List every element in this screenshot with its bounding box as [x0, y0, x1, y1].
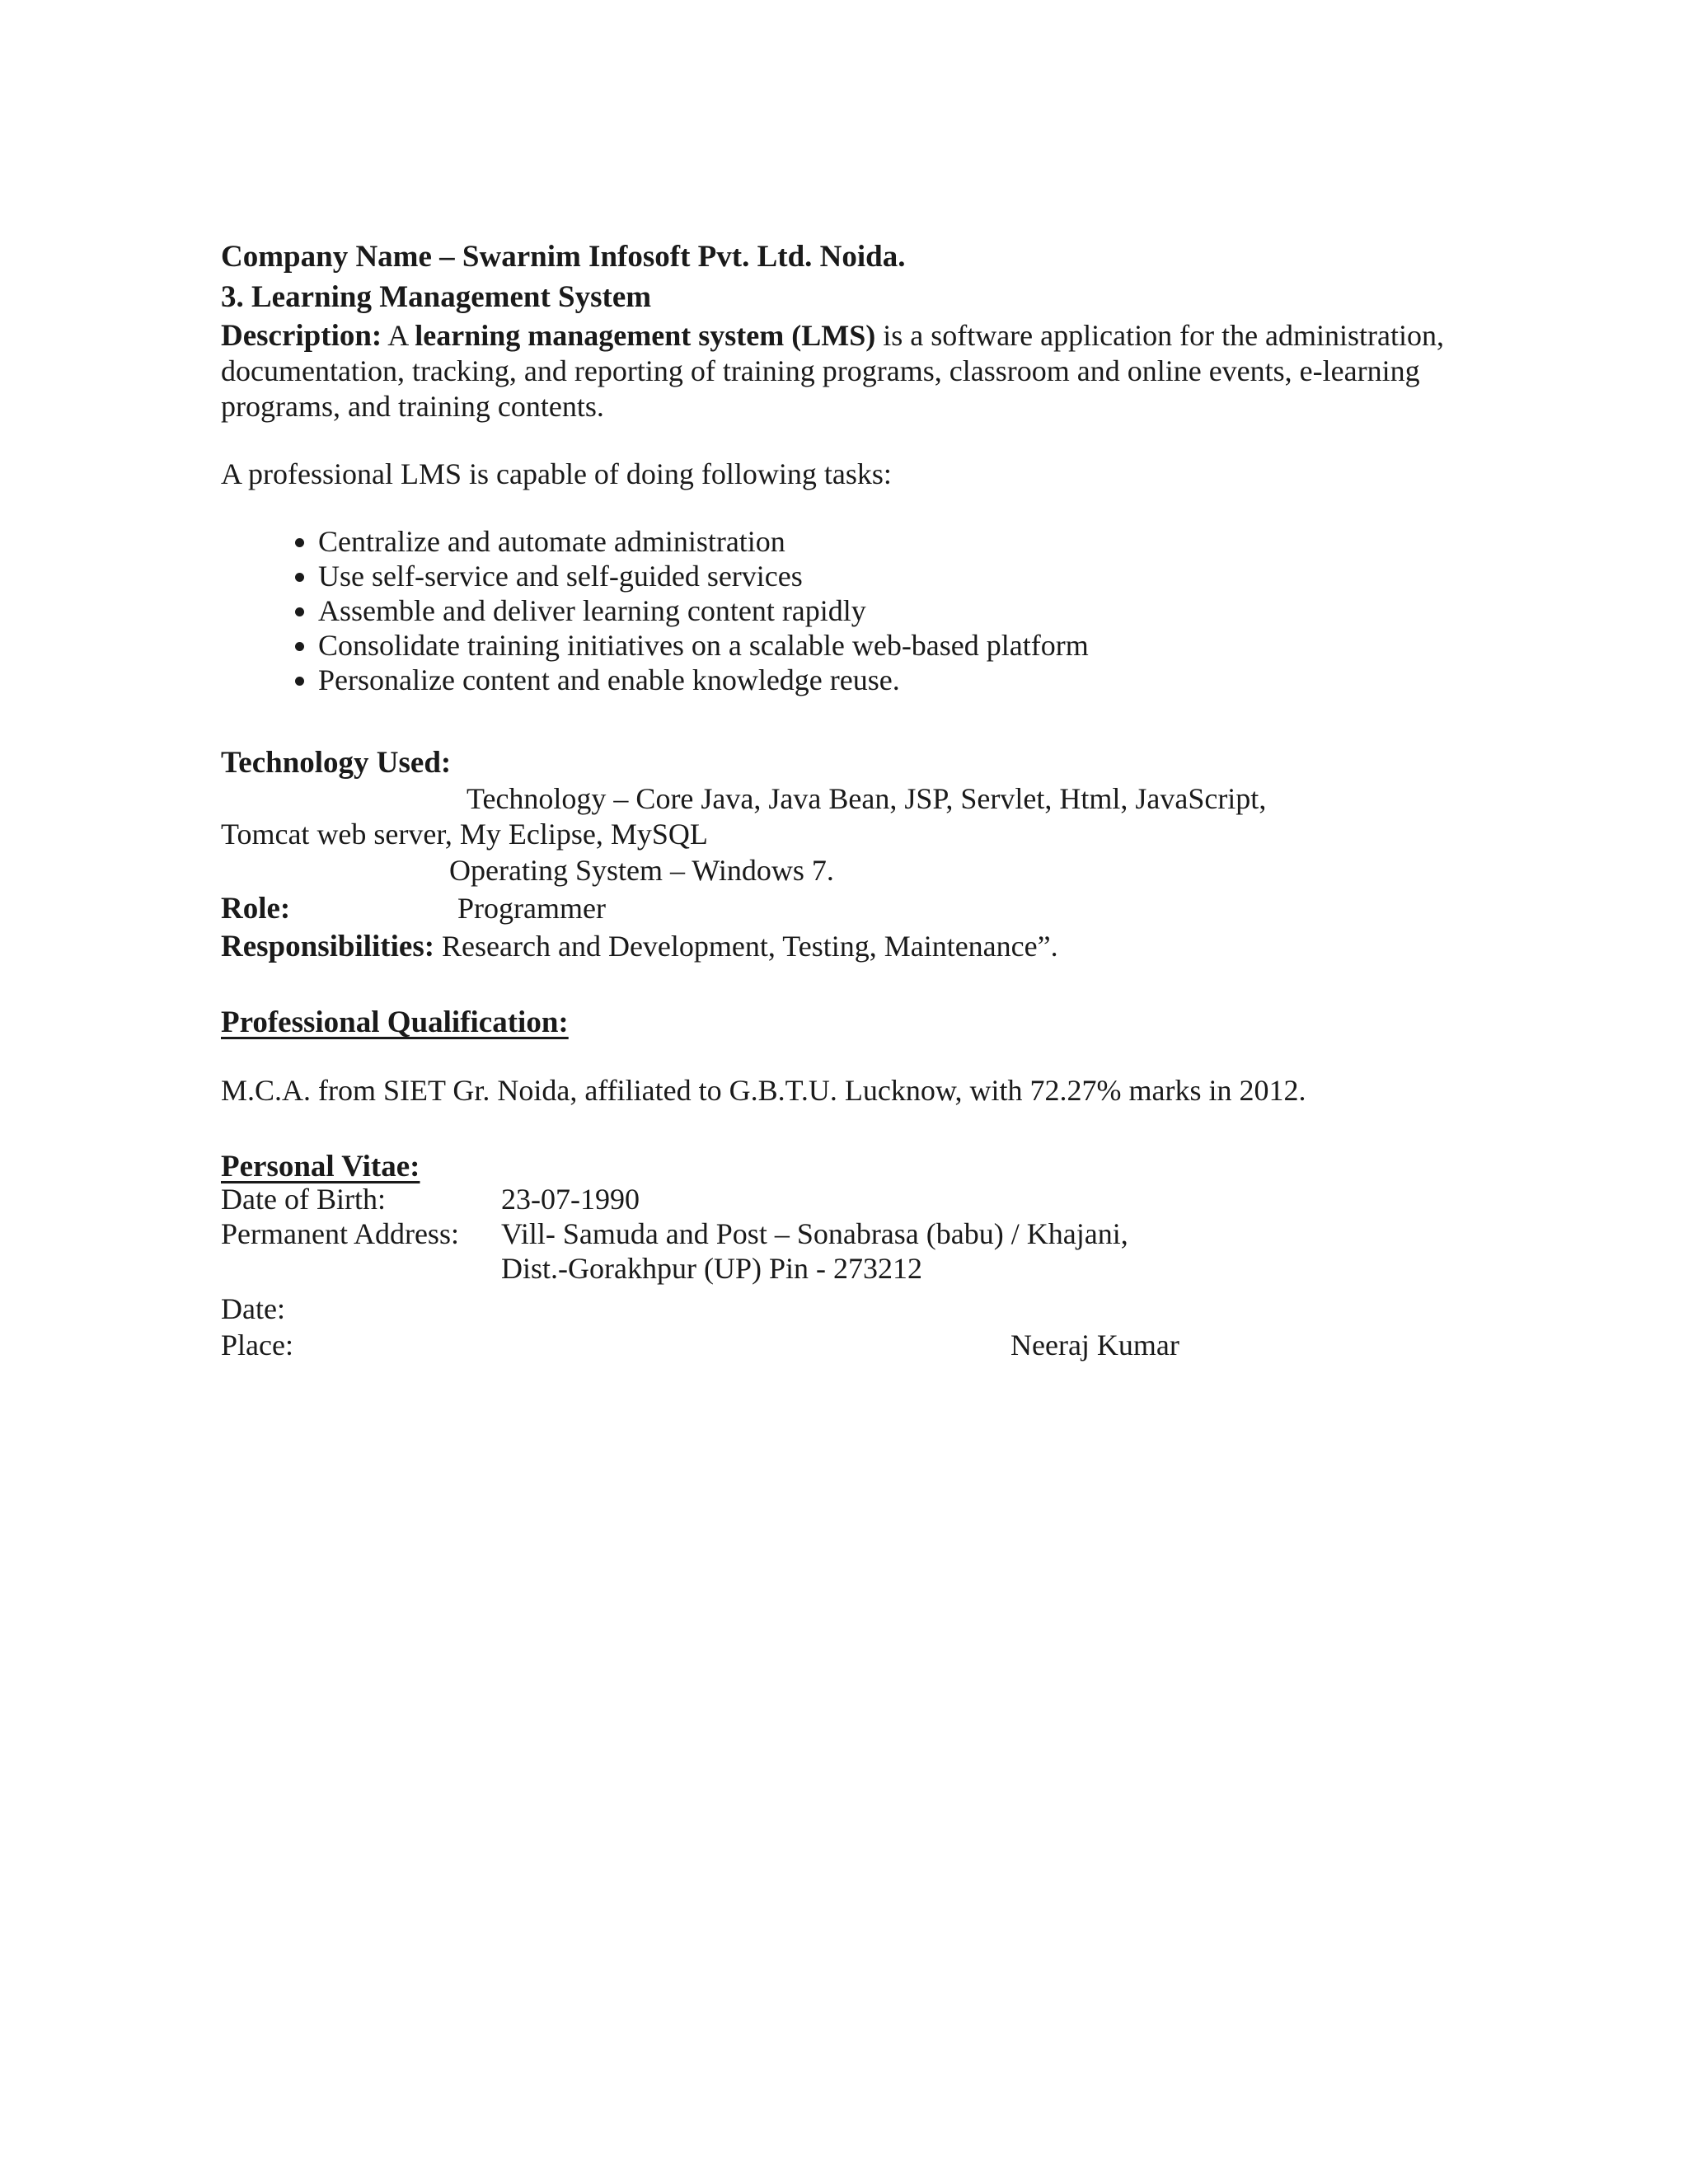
role-label: Role: [221, 892, 291, 926]
operating-system-line: Operating System – Windows 7. [449, 854, 834, 887]
description-lead: A [382, 319, 415, 352]
role-value: Programmer [457, 892, 606, 925]
technology-heading: Technology Used: [221, 746, 452, 780]
description-label: Description: [221, 319, 382, 353]
signature-name: Neeraj Kumar [1010, 1329, 1179, 1361]
dob-value: 23-07-1990 [501, 1183, 640, 1216]
list-item: • Personalize content and enable knowledge reuse. [318, 663, 1089, 697]
description-term: learning management system (LMS) [415, 319, 876, 352]
dob-label: Date of Birth: [221, 1183, 386, 1216]
project-title: 3. Learning Management System [221, 280, 652, 314]
description-line-1 [221, 318, 1444, 354]
capabilities-list [221, 524, 1089, 697]
address-line-2: Dist.-Gorakhpur (UP) Pin - 273212 [501, 1252, 922, 1285]
description-line-2: documentation, tracking, and reporting of training programs, classroom and online events, e-learning [221, 354, 1420, 387]
list-item: • Centralize and automate administration [318, 524, 1089, 559]
place-label: Place: [221, 1329, 293, 1361]
technology-line-2: Tomcat web server, My Eclipse, MySQL [221, 818, 708, 851]
address-label: Permanent Address: [221, 1217, 459, 1250]
technology-line-1: Technology – Core Java, Java Bean, JSP, Servlet, Html, JavaScript, [467, 782, 1267, 815]
responsibilities-label: Responsibilities: [221, 930, 435, 963]
responsibilities-value: Research and Development, Testing, Maintenance”. [434, 930, 1058, 963]
personal-vitae-heading: Personal Vitae: [221, 1150, 420, 1183]
date-label: Date: [221, 1292, 285, 1325]
description-rest: is a software application for the administration, [875, 319, 1445, 352]
list-item: • Consolidate training initiatives on a scalable web-based platform [318, 628, 1089, 663]
description-line-3: programs, and training contents. [221, 390, 604, 423]
address-line-1: Vill- Samuda and Post – Sonabrasa (babu) / Khajani, [501, 1217, 1128, 1250]
qualification-heading: Professional Qualification: [221, 1005, 569, 1039]
capabilities-intro: A professional LMS is capable of doing following tasks: [221, 457, 892, 490]
responsibilities-line [221, 929, 1058, 964]
qualification-text: M.C.A. from SIET Gr. Noida, affiliated to G.B.T.U. Lucknow, with 72.27% marks in 2012. [221, 1074, 1306, 1107]
list-item: • Assemble and deliver learning content rapidly [318, 593, 1089, 628]
company-line: Company Name – Swarnim Infosoft Pvt. Ltd. Noida. [221, 240, 906, 274]
list-item: • Use self-service and self-guided services [318, 559, 1089, 593]
